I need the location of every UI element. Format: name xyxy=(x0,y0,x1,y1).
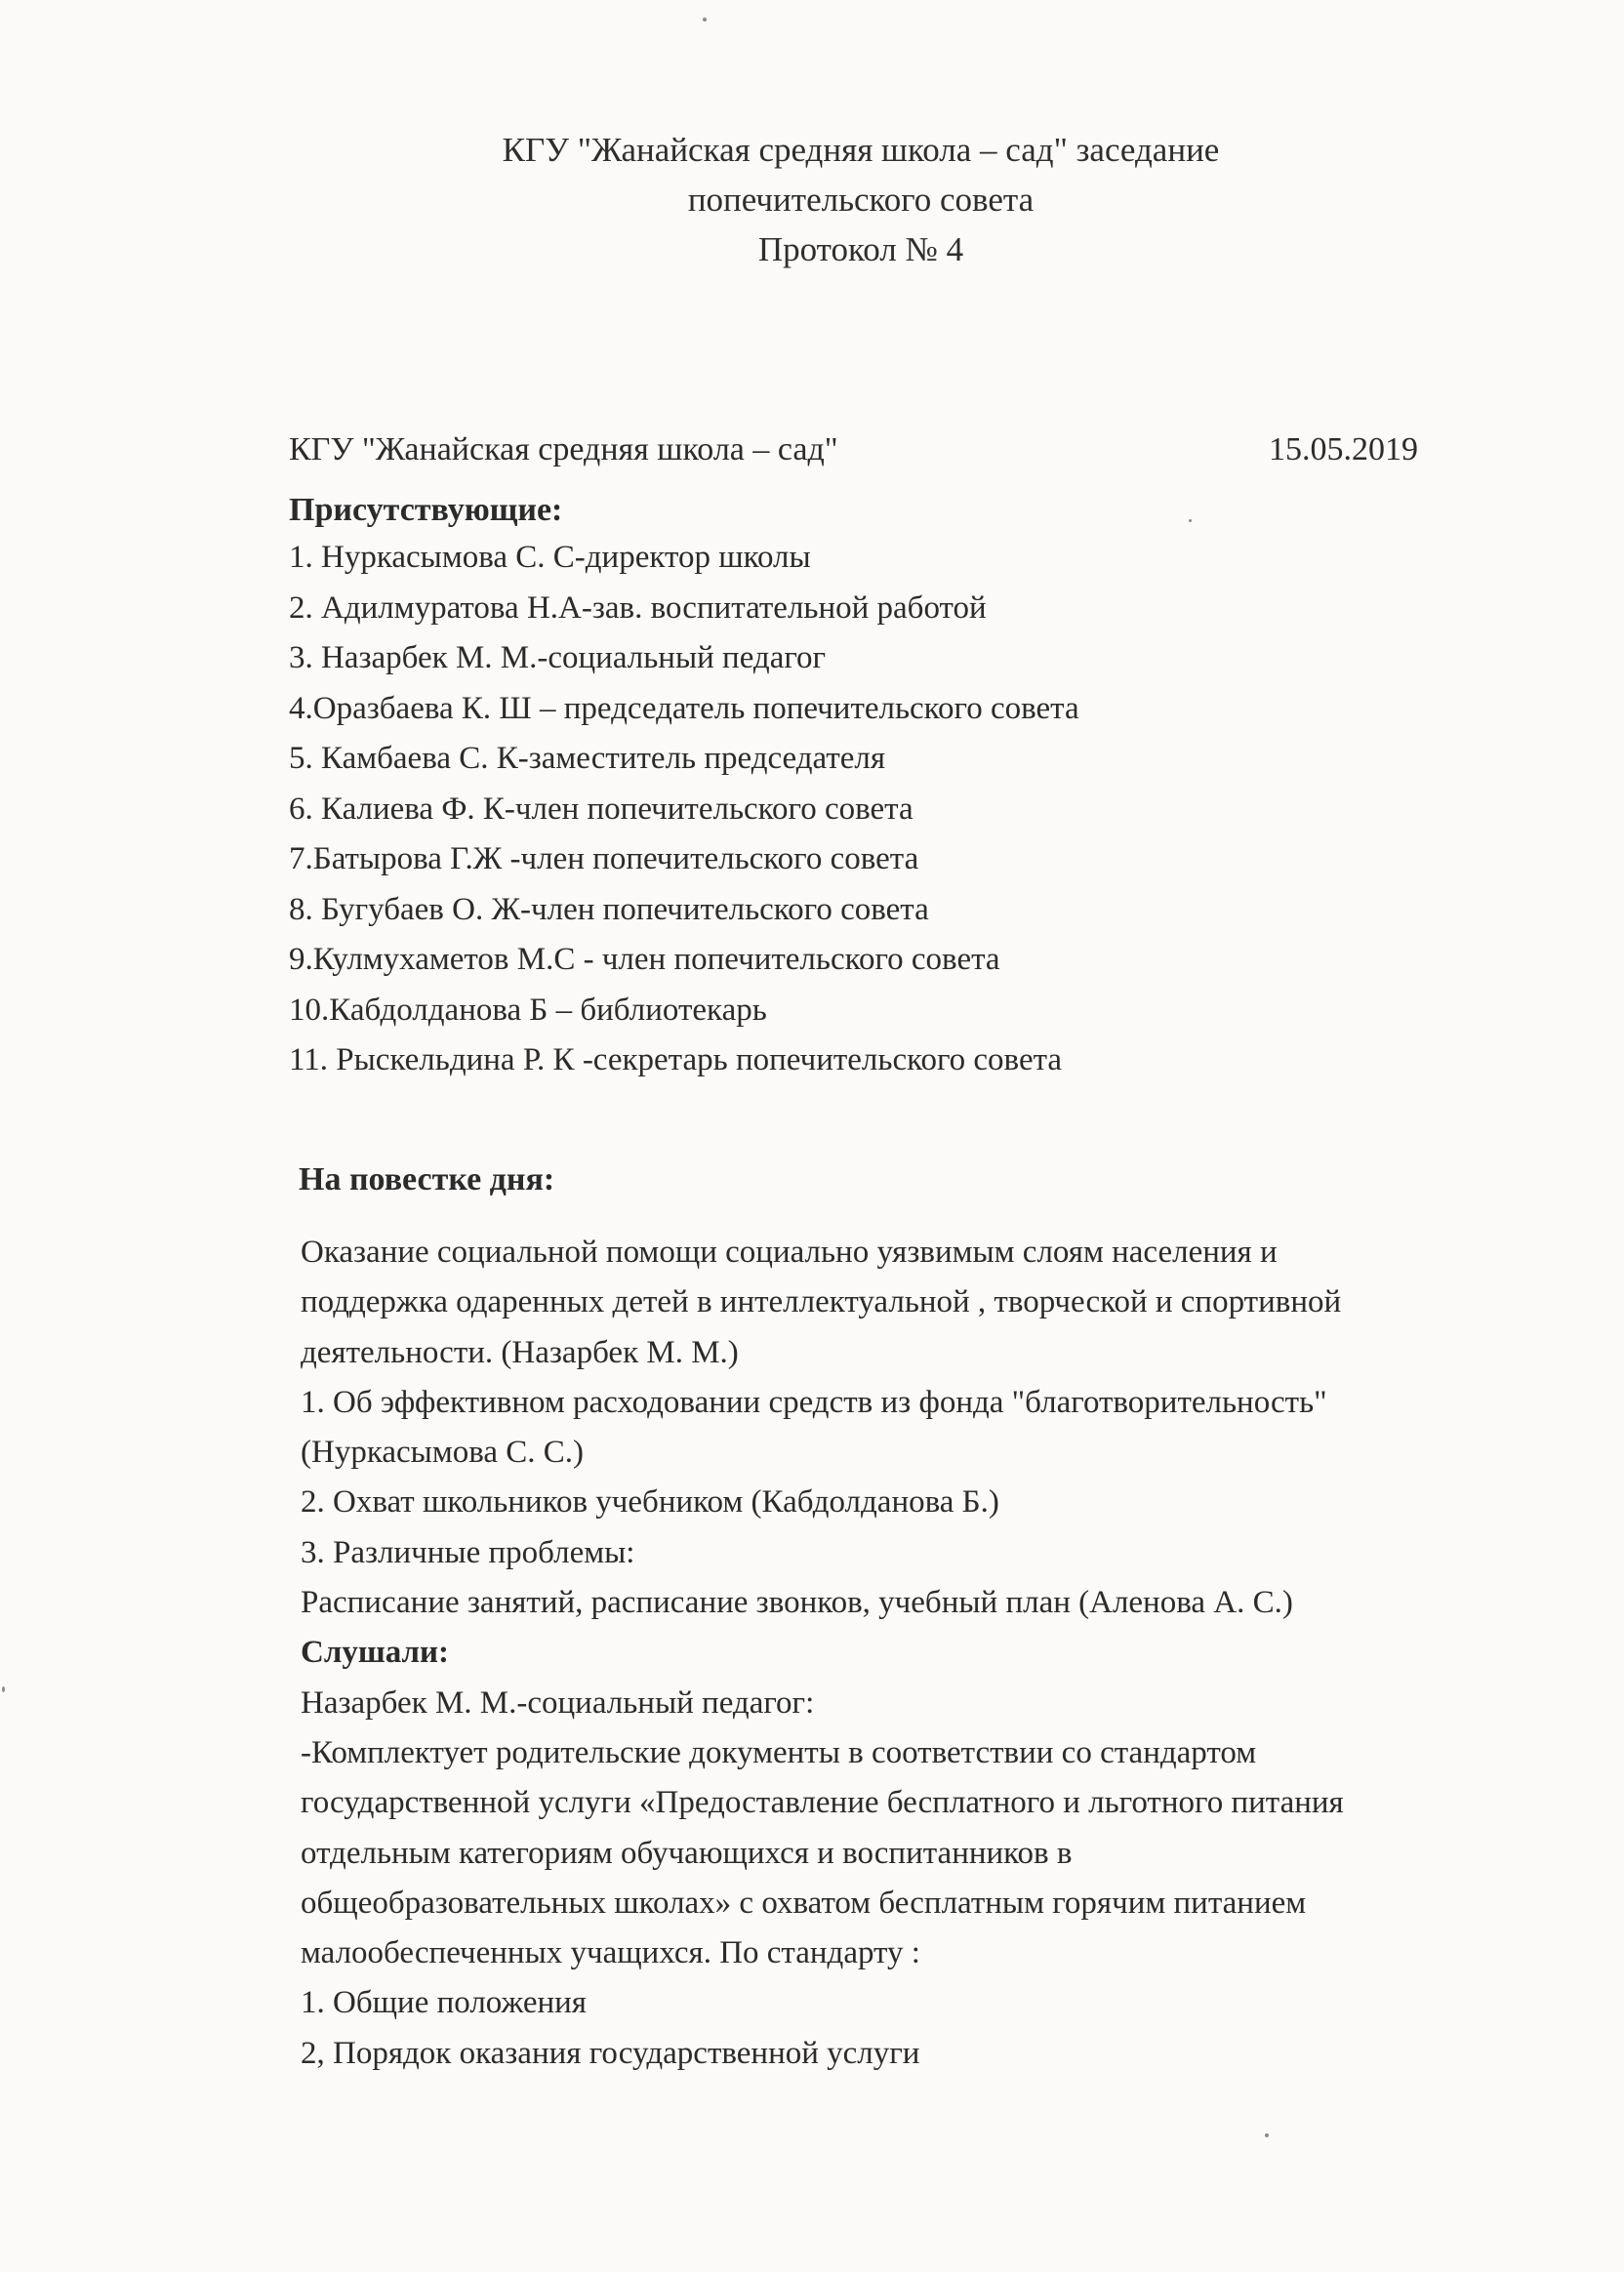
present-heading: Присутствующие: xyxy=(289,492,563,528)
attendee-item: 3. Назарбек М. М.-социальный педагог xyxy=(289,640,827,675)
agenda-line: 1. Об эффективном расходовании средств из фонда "благотворительность" xyxy=(301,1384,1327,1420)
agenda-line: 3. Различные проблемы: xyxy=(301,1534,635,1570)
agenda-heading: На повестке дня: xyxy=(299,1161,555,1197)
attendee-item: 11. Рыскельдина Р. К -секретарь попечительского совета xyxy=(289,1042,1063,1077)
agenda-line: деятельности. (Назарбек М. М.) xyxy=(301,1334,739,1370)
attendee-item: 7.Батырова Г.Ж -член попечительского совета xyxy=(289,841,919,876)
title-line-3: Протокол № 4 xyxy=(757,230,964,268)
scan-speck xyxy=(1265,2133,1269,2137)
agenda-line: (Нуркасымова С. С.) xyxy=(301,1435,585,1471)
attendee-item: 4.Оразбаева К. Ш – председатель попечительского совета xyxy=(289,690,1079,726)
document-title xyxy=(0,125,1624,274)
heard-line: малообеспеченных учащихся. По стандарту : xyxy=(301,1935,920,1971)
scan-speck xyxy=(703,18,707,21)
title-line-2: попечительского совета xyxy=(687,181,1035,219)
attendee-item: 10.Кабдолданова Б – библиотекарь xyxy=(289,992,767,1028)
heard-line: отдельным категориям обучающихся и воспитанников в xyxy=(301,1835,1073,1871)
agenda-line: Расписание занятий, расписание звонков, учебный план (Аленова А. С.) xyxy=(301,1585,1293,1621)
title-line-1: КГУ "Жанайская средняя школа – сад" заседание xyxy=(502,131,1220,169)
heard-line: общеобразовательных школах» с охватом бесплатным горячим питанием xyxy=(301,1885,1307,1921)
heard-line: 1. Общие положения xyxy=(301,1985,587,2021)
attendee-item: 5. Камбаева С. К-заместитель председателя xyxy=(289,741,886,776)
attendee-item: 8. Бугубаев О. Ж-член попечительского совета xyxy=(289,891,929,927)
protocol-date: 15.05.2019 xyxy=(1269,431,1418,467)
organization-name: КГУ "Жанайская средняя школа – сад" xyxy=(289,431,838,467)
attendees-list xyxy=(289,533,1079,1086)
attendee-item: 9.Кулмухаметов М.С - член попечительского совета xyxy=(289,942,1000,977)
heard-line: -Комплектует родительские документы в соответствии со стандартом xyxy=(301,1734,1257,1770)
heard-heading: Слушали: xyxy=(301,1635,450,1671)
heard-line: государственной услуги «Предоставление бесплатного и льготного питания xyxy=(301,1785,1344,1821)
attendee-item: 2. Адилмуратова Н.А-зав. воспитательной работой xyxy=(289,589,987,626)
scan-speck xyxy=(2,1686,5,1692)
agenda-line: 2. Охват школьников учебником (Кабдолданова Б.) xyxy=(301,1484,999,1521)
agenda-and-minutes xyxy=(301,1228,1530,2079)
attendee-item: 1. Нуркасымова С. С-директор школы xyxy=(289,540,811,575)
agenda-line: Оказание социальной помощи социально уязвимым слоям населения и xyxy=(301,1235,1278,1270)
heard-line: 2, Порядок оказания государственной услуги xyxy=(301,2035,920,2071)
scan-speck xyxy=(1189,519,1192,522)
agenda-line: поддержка одаренных детей в интеллектуальной , творческой и спортивной xyxy=(301,1284,1342,1320)
attendee-item: 6. Калиева Ф. К-член попечительского совета xyxy=(289,791,914,827)
heard-line: Назарбек М. М.-социальный педагог: xyxy=(301,1684,815,1721)
